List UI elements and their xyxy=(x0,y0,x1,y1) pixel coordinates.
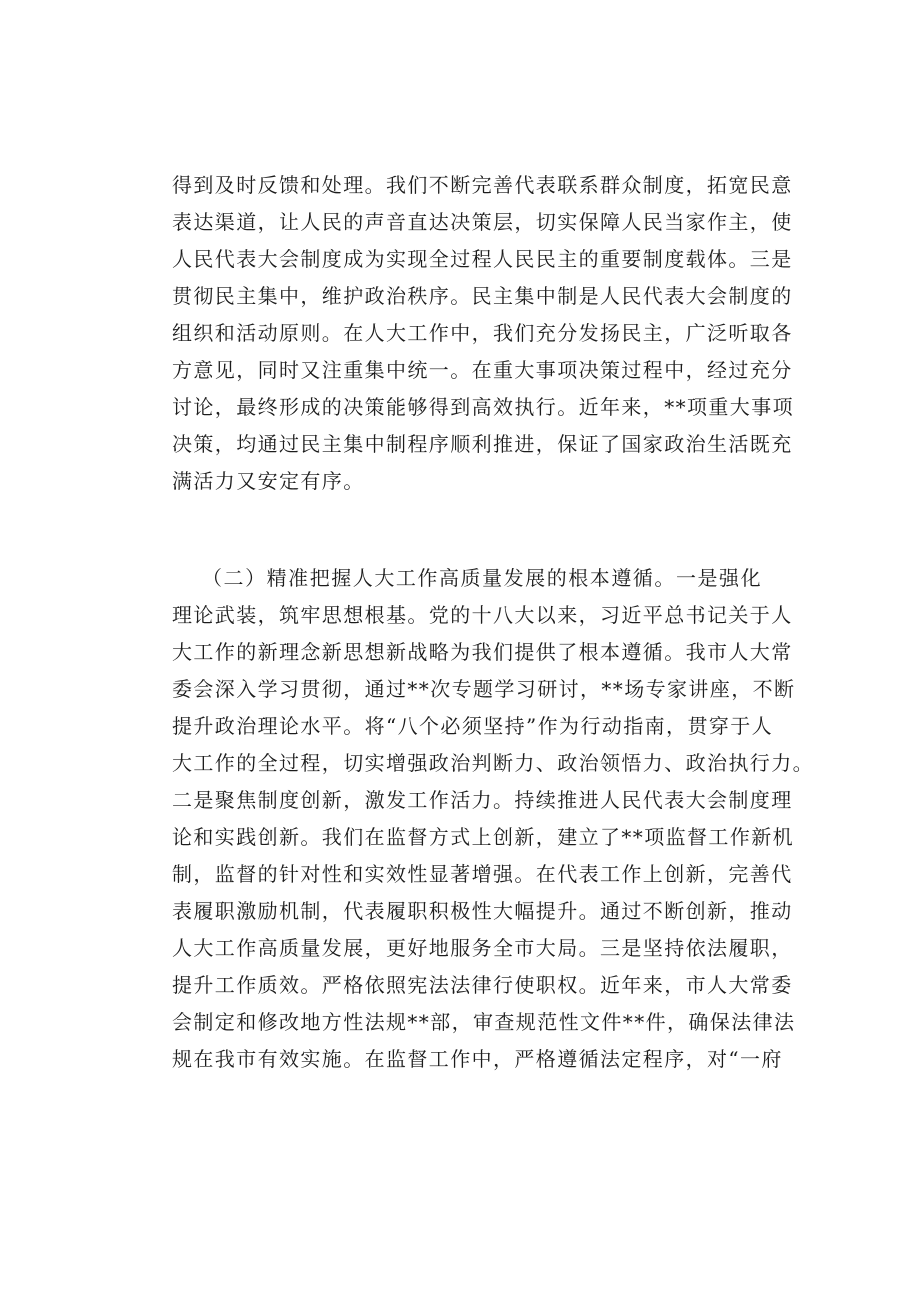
paragraph-1-line: 方意见，同时又注重集中统一。在重大事项决策过程中，经过充分 xyxy=(172,358,793,382)
paragraph-2-line: 论和实践创新。我们在监督方式上创新，建立了**项监督工作新机 xyxy=(172,825,794,849)
paragraph-2-line: 委会深入学习贯彻，通过**次专题学习研讨，**场专家讲座，不断 xyxy=(172,677,796,701)
paragraph-1 xyxy=(172,167,794,500)
paragraph-2-line: 提升政治理论水平。将“八个必须坚持”作为行动指南，贯穿于人 xyxy=(172,714,774,738)
paragraph-2-line: 大工作的新理念新思想新战略为我们提供了根本遵循。我市人大常 xyxy=(172,640,793,664)
paragraph-1-line: 组织和活动原则。在人大工作中，我们充分发扬民主，广泛听取各 xyxy=(172,321,793,345)
paragraph-1-line: 人民代表大会制度成为实现全过程人民民主的重要制度载体。三是 xyxy=(172,247,793,271)
paragraph-2-line: 制，监督的针对性和实效性显著增强。在代表工作上创新，完善代 xyxy=(172,862,793,886)
paragraph-2-line: 人大工作高质量发展，更好地服务全市大局。三是坚持依法履职， xyxy=(172,936,793,960)
paragraph-2-line: 二是聚焦制度创新，激发工作活力。持续推进人民代表大会制度理 xyxy=(172,788,793,812)
paragraph-1-line: 表达渠道，让人民的声音直达决策层，切实保障人民当家作主，使 xyxy=(172,210,793,234)
paragraph-2 xyxy=(172,560,814,1078)
paragraph-2-line: 表履职激励机制，代表履职积极性大幅提升。通过不断创新，推动 xyxy=(172,899,793,923)
paragraph-1-line: 贯彻民主集中，维护政治秩序。民主集中制是人民代表大会制度的 xyxy=(172,284,793,308)
paragraph-2-line: 理论武装，筑牢思想根基。党的十八大以来，习近平总书记关于人 xyxy=(172,603,793,627)
paragraph-2-line: 规在我市有效实施。在监督工作中，严格遵循法定程序，对“一府 xyxy=(172,1047,783,1071)
paragraph-2-line: 大工作的全过程，切实增强政治判断力、政治领悟力、政治执行力。 xyxy=(172,751,814,775)
paragraph-1-line: 决策，均通过民主集中制程序顺利推进，保证了国家政治生活既充 xyxy=(172,432,793,456)
paragraph-1-line: 得到及时反馈和处理。我们不断完善代表联系群众制度，拓宽民意 xyxy=(172,173,793,197)
paragraph-2-line: 提升工作质效。严格依照宪法法律行使职权。近年来，市人大常委 xyxy=(172,973,793,997)
paragraph-1-line: 满活力又安定有序。 xyxy=(172,469,365,493)
paragraph-2-line: 会制定和修改地方性法规**部，审查规范性文件**件，确保法律法 xyxy=(172,1010,796,1034)
paragraph-2-first-line: （二）精准把握人大工作高质量发展的根本遵循。一是强化 xyxy=(202,566,762,590)
paragraph-1-line: 讨论，最终形成的决策能够得到高效执行。近年来，**项重大事项 xyxy=(172,395,794,419)
